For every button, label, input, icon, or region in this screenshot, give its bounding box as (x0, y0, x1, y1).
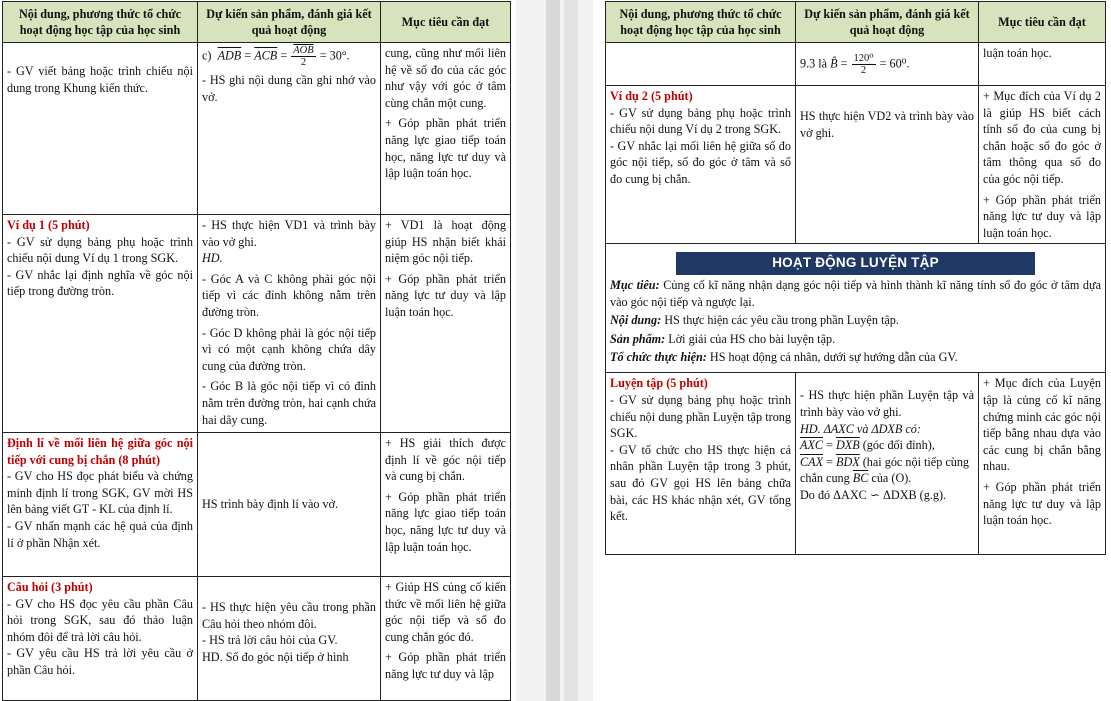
row2-col3 (381, 215, 511, 433)
cell-text: - Góc D không phải là góc nội tiếp vì có một cạnh không chứa dây cung của đường tròn. (202, 325, 376, 373)
cell-text: - GV nhắc lại định nghĩa về góc nội tiếp trong đường tròn. (7, 267, 193, 299)
r-row4-col2 (796, 373, 979, 555)
content-line (610, 312, 1101, 329)
cell-text: - GV yêu cầu HS trả lời yêu cầu ở phần Câu hỏi. (7, 646, 193, 677)
table-row (606, 373, 1106, 555)
r-row4-col3 (979, 373, 1106, 555)
r-row4-col1 (606, 373, 796, 555)
angle-adb: $\overline{ADB}$ (217, 48, 242, 63)
formula-result: = 60⁰. (879, 55, 910, 70)
goal-line (610, 277, 1101, 310)
formula-result: = 30°. (319, 48, 350, 63)
angle-axc: $\overline{AXC}$ (800, 438, 824, 453)
table-row (606, 86, 1106, 244)
right-page (593, 0, 1111, 701)
cell-text: HD. Số đo góc nội tiếp ở hình (202, 649, 349, 664)
product-label: Sản phẩm: (610, 331, 666, 346)
row2-col1 (3, 215, 198, 433)
r-row2-col2 (796, 86, 979, 244)
cell-text: - GV sử dụng bảng phụ hoặc trình chiếu nội dung Ví dụ 1 trong SGK. (7, 234, 193, 266)
row-title: Ví dụ 2 (5 phút) (610, 89, 693, 103)
org-text: HS hoạt động cá nhân, dưới sự hướng dẫn của GV. (709, 350, 958, 365)
product-text: Lời giải của HS cho bài luyện tập. (668, 331, 836, 346)
header-content: Nội dung, phương thức tổ chức hoạt động học tập của học sinh (606, 2, 796, 43)
cell-text: Do đó ΔAXC ∽ ΔDXB (g.g). (800, 487, 947, 502)
cell-text: - Góc B là góc nội tiếp vì có đỉnh nằm trên đường tròn, hai cạnh chứa hai dây cung. (202, 379, 376, 427)
goal-label: Mục tiêu: (610, 277, 660, 292)
table-row (3, 577, 511, 701)
formula-prefix: c) (202, 48, 212, 63)
cell-text: - HS ghi nội dung cần ghi nhớ vào vở. (202, 73, 376, 104)
banner-wrap (610, 246, 1101, 275)
formula-line: 9.3 là B̂ = $\frac{\text{120⁰}}{2}$ = 60⁰. (800, 52, 910, 76)
left-page (0, 0, 516, 701)
cell-text: - GV sử dụng bảng phụ hoặc trình chiếu nội dung Ví dụ 2 trong SGK. (610, 105, 791, 137)
cell-text: + Giúp HS củng cố kiến thức về mối liên hệ giữa góc nội tiếp và số đo cung chắn góc đó. (385, 580, 506, 644)
proof-line-2: $\overline{CAX} = \overline{BDX}$ (hai góc nội tiếp cùng chắn cung $\overline{BC}$ của (O). (800, 454, 970, 486)
table-row (3, 215, 511, 433)
cell-text: HD. (202, 251, 223, 266)
cell-text: luận toán học. (983, 46, 1052, 60)
practice-summary (606, 244, 1106, 373)
cell-text: - HS trả lời câu hỏi của GV. (202, 633, 338, 648)
arc-bc: $\overline{BC}$ (852, 471, 869, 486)
goal-text: Củng cố kĩ năng nhận dạng góc nội tiếp và hình thành kĩ năng tính số đo góc ở tâm dựa vào góc nội tiếp và ngược lại. (610, 277, 1102, 309)
fraction-denominator: 2 (300, 57, 307, 68)
cell-text: + Góp phần phát triển năng lực tư duy và lập (385, 650, 506, 681)
cell-text: cung, cũng như mối liên hệ về số đo của các góc như vậy với góc ở tâm cùng chắn một cung. (385, 46, 506, 110)
table-row (3, 43, 511, 215)
row4-col2 (198, 577, 381, 701)
section-banner: HOẠT ĐỘNG LUYỆN TẬP (676, 252, 1035, 275)
header-row (3, 2, 511, 43)
angle-bdx: $\overline{BDX}$ (836, 454, 860, 469)
table-row (3, 433, 511, 577)
cell-text: - HS thực hiện VD1 và trình bày vào vở ghi. (202, 218, 376, 249)
angle-dxb: $\overline{DXB}$ (836, 438, 860, 453)
angle-cax: $\overline{CAX}$ (800, 454, 824, 469)
formula-line: c) $\overline{ADB} = \overline{ACB}$ = $\frac{\overline{AOB}}{2}$ = 30°. (202, 45, 350, 68)
org-line (610, 349, 1101, 366)
proof-note: của (O). (871, 471, 912, 486)
r-row2-col3 (979, 86, 1106, 244)
row4-col1 (3, 577, 198, 701)
cell-text: - HS thực hiện phần Luyện tập và trình bày vào vở ghi. (800, 388, 974, 419)
header-content: Nội dung, phương thức tổ chức hoạt động học tập của học sinh (3, 2, 198, 43)
cell-text: + Góp phần phát triển năng lực giao tiếp toán học, năng lực tư duy và lập luận toán học. (385, 489, 506, 554)
cell-text: - GV sử dụng bảng phụ hoặc trình chiếu nội dung phần Luyện tập trong SGK. (610, 392, 791, 441)
row1-col3 (381, 43, 511, 215)
cell-text: + Góp phần phát triển năng lực tư duy và lập luận toán học. (983, 192, 1101, 240)
r-row1-col3 (979, 43, 1106, 86)
angle-b: B̂ (830, 55, 838, 70)
proof-line-1: $\overline{AXC} = \overline{DXB}$ (góc đối đỉnh), (800, 438, 935, 453)
cell-text: - GV viết bảng hoặc trình chiếu nội dung trong Khung kiến thức. (7, 64, 193, 95)
cell-text: - GV tổ chức cho HS thực hiện cá nhân phần Luyện tập trong 3 phút, sau đó GV gọi HS lên bảng chữa bài, các HS khác nhận xét, GV tổng kết. (610, 442, 791, 524)
cell-text: + Góp phần phát triển năng lực giao tiếp toán học, năng lực tư duy và lập luận toán học. (385, 116, 506, 181)
header-goal: Mục tiêu cần đạt (979, 2, 1106, 43)
row2-col2 (198, 215, 381, 433)
cell-text: - GV nhấn mạnh các hệ quả của định lí ở phần Nhận xét. (7, 518, 193, 550)
row1-col1 (3, 43, 198, 215)
header-product: Dự kiến sản phẩm, đánh giá kết quả hoạt động (796, 2, 979, 43)
row3-col3 (381, 433, 511, 577)
lesson-table-right (605, 1, 1106, 555)
page-gap (516, 0, 593, 701)
fraction-denominator: 2 (860, 64, 867, 76)
cell-text: + Mục đích của Luyện tập là củng cố kĩ năng chứng minh các góc nội tiếp bằng nhau dựa vào các cung bị chắn bằng nhau. (983, 376, 1101, 474)
formula-prefix: 9.3 là (800, 55, 828, 70)
row3-col2 (198, 433, 381, 577)
r-row1-col2 (796, 43, 979, 86)
lesson-table-left (2, 1, 511, 701)
table-row (606, 43, 1106, 86)
proof-note: (hai góc nội tiếp cùng chắn cung (800, 454, 970, 486)
practice-summary-row (606, 244, 1106, 373)
cell-text: - GV cho HS đọc phát biểu và chứng minh định lí trong SGK, GV mời HS lên bảng viết GT - KL của định lí. (7, 469, 193, 517)
row-title: Luyện tập (5 phút) (610, 376, 708, 391)
fraction (291, 45, 315, 68)
product-line (610, 331, 1101, 348)
row-title: Câu hỏi (3 phút) (7, 580, 93, 594)
cell-text: + VD1 là hoạt động giúp HS nhận biết khái niệm góc nội tiếp. (385, 218, 506, 266)
fraction (852, 53, 876, 76)
fraction-numerator: $\overline{AOB}$ (293, 45, 314, 56)
cell-text: + Góp phần phát triển năng lực tư duy và lập luận toán học. (983, 479, 1101, 528)
row1-col2 (198, 43, 381, 215)
cell-text: - HS thực hiện yêu cầu trong phần Câu hỏi theo nhóm đôi. (202, 600, 376, 631)
row-title: Định lí về mối liên hệ giữa góc nội tiếp với cung bị chắn (8 phút) (7, 436, 193, 467)
cell-text: + Góp phần phát triển năng lực tư duy và lập luận toán học. (385, 271, 506, 319)
proof-note: (góc đối đỉnh), (862, 438, 935, 453)
angle-acb: $\overline{ACB}$ (254, 48, 278, 63)
header-product: Dự kiến sản phẩm, đánh giá kết quả hoạt động (198, 2, 381, 43)
r-row1-col1 (606, 43, 796, 86)
header-row (606, 2, 1106, 43)
cell-text: - GV nhắc lại mối liên hệ giữa số đo góc nội tiếp, số đo góc ở tâm và số đo cung bị chắn. (610, 138, 791, 186)
org-label: Tổ chức thực hiện: (610, 350, 707, 365)
cell-text: HD. ΔAXC và ΔDXB có: (800, 421, 921, 436)
content-label: Nội dung: (610, 313, 662, 328)
cell-text: + HS giải thích được định lí về góc nội tiếp và cung bị chắn. (385, 436, 506, 484)
cell-text: HS trình bày định lí vào vở. (202, 497, 339, 512)
row3-col1 (3, 433, 198, 577)
content-text: HS thực hiện các yêu cầu trong phần Luyện tập. (664, 313, 899, 328)
cell-text: - Góc A và C không phải góc nội tiếp vì các đỉnh không nằm trên đường tròn. (202, 271, 376, 319)
header-goal: Mục tiêu cần đạt (381, 2, 511, 43)
page-shadow (546, 0, 560, 701)
fraction-numerator: 120⁰ (853, 52, 874, 64)
page-shadow (564, 0, 578, 701)
cell-text: - GV cho HS đọc yêu cầu phần Câu hỏi trong SGK, sau đó thảo luận nhóm đôi để trả lời câu hỏi. (7, 596, 193, 644)
cell-text: + Mục đích của Ví dụ 2 là giúp HS biết cách tính số đo của cung bị chắn hoặc số đo góc ở tâm thông qua số đo của góc nội tiếp. (983, 89, 1101, 186)
cell-text: HS thực hiện VD2 và trình bày vào vở ghi. (800, 109, 974, 140)
row4-col3 (381, 577, 511, 701)
r-row2-col1 (606, 86, 796, 244)
row-title: Ví dụ 1 (5 phút) (7, 218, 90, 232)
